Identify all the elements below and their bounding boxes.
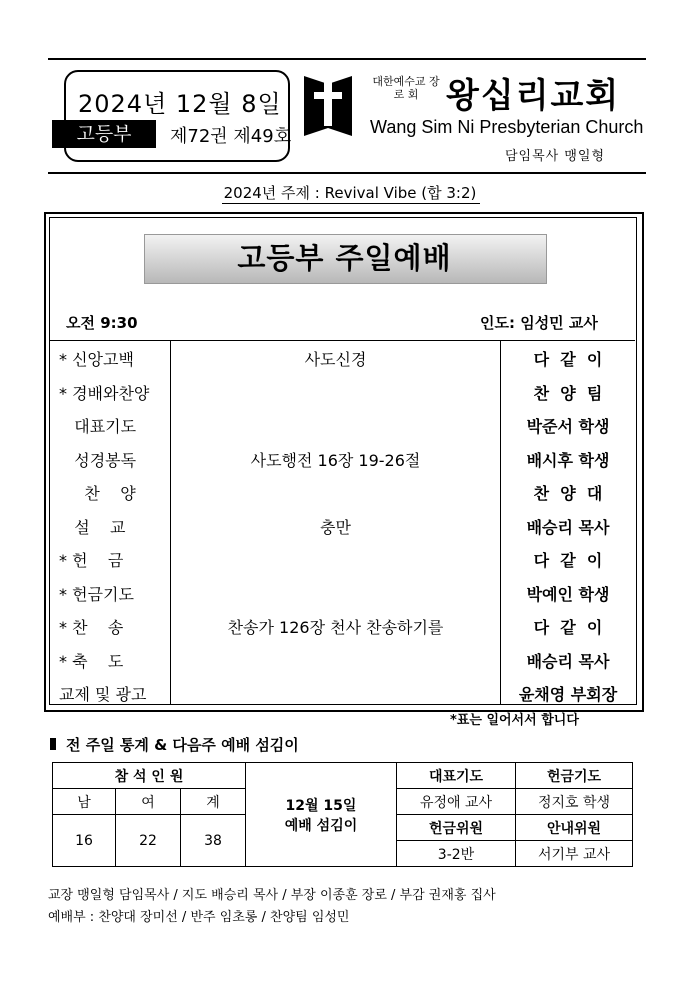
order-row: [49, 442, 635, 476]
order-row: [49, 509, 635, 543]
order-item: * 경배와찬양: [59, 383, 150, 403]
order-person: 윤채영 부회장: [518, 685, 618, 704]
order-content: 사도행전 16장 19-26절: [250, 450, 421, 470]
order-person: 다 같 이: [533, 618, 603, 637]
col-female: 여: [116, 789, 181, 815]
order-person: 배승리 목사: [526, 651, 610, 671]
order-row: [49, 609, 635, 643]
stats-table: [52, 762, 633, 867]
order-item: 설 교: [59, 517, 126, 537]
col-total: 계: [181, 789, 246, 815]
role-header-1: 대표기도: [397, 763, 516, 789]
service-title: 고등부 주일예배: [237, 241, 452, 275]
header-bottom-rule: [48, 172, 646, 174]
role-name-2: 정지호 학생: [516, 789, 633, 815]
yearly-theme: 2024년 주제 : Revival Vibe (합 3:2): [223, 184, 477, 202]
order-item: * 헌금기도: [59, 584, 134, 604]
order-row: [49, 542, 635, 576]
section-bullet: [50, 738, 56, 750]
order-person: 박예인 학생: [526, 584, 610, 604]
order-item: 교제 및 광고: [59, 685, 147, 704]
order-person: 찬 양 팀: [533, 383, 603, 403]
order-item: * 축 도: [59, 651, 124, 671]
order-person: 찬 양 대: [533, 484, 603, 503]
header-top-rule: [48, 58, 646, 60]
leader-label: 인도:: [480, 314, 521, 332]
order-person: 다 같 이: [533, 551, 603, 570]
order-item: 찬 양: [59, 484, 136, 503]
order-row: [49, 643, 635, 677]
denomination: 대한예수교 장 로 회: [372, 75, 440, 101]
order-row: [49, 475, 635, 509]
value-female: 22: [116, 815, 181, 867]
bulletin-date: 2024년 12월 8일: [78, 90, 282, 118]
value-total: 38: [181, 815, 246, 867]
standing-note: *표는 일어서서 합니다: [450, 713, 579, 728]
role-header-2: 헌금기도: [516, 763, 633, 789]
value-male: 16: [53, 815, 116, 867]
order-content: 충만: [320, 517, 351, 537]
service-leader: [480, 312, 598, 333]
order-content: 찬송가 126장 천사 찬송하기를: [227, 618, 444, 637]
order-row: [49, 676, 635, 710]
staff-line-2: 예배부 : 찬양대 장미선 / 반주 임초롱 / 찬양팀 임성민: [48, 910, 350, 925]
order-row: [49, 341, 635, 375]
order-person: 배시후 학생: [526, 450, 610, 470]
order-item: * 찬 송: [59, 618, 124, 637]
order-person: 다 같 이: [533, 350, 603, 369]
order-person: 배승리 목사: [526, 517, 610, 537]
church-name-english: Wang Sim Ni Presbyterian Church: [370, 117, 644, 137]
service-time: 오전 9:30: [66, 314, 138, 332]
order-item: * 헌 금: [59, 551, 124, 570]
role-name-4: 서기부 교사: [516, 841, 633, 867]
order-row: [49, 408, 635, 442]
attendance-header: 참 석 인 원: [53, 763, 246, 789]
role-header-4: 안내위원: [516, 815, 633, 841]
next-week-cell: [246, 763, 397, 867]
senior-pastor: 담임목사 맹일형: [505, 149, 606, 164]
theme-underline: [222, 203, 480, 204]
order-person: 박준서 학생: [526, 417, 610, 436]
role-name-3: 3-2반: [397, 841, 516, 867]
role-header-3: 헌금위원: [397, 815, 516, 841]
order-item: 성경봉독: [59, 450, 137, 470]
order-item: * 신앙고백: [59, 350, 134, 369]
leader-name: 임성민 교사: [520, 314, 598, 332]
order-item: 대표기도: [59, 417, 137, 436]
order-content: 사도신경: [304, 350, 367, 369]
order-row: [49, 375, 635, 409]
stats-section-title: 전 주일 통계 & 다음주 예배 섬김이: [66, 736, 299, 754]
church-cross-logo: [302, 72, 354, 140]
next-week-date: 12월 15일: [285, 797, 357, 814]
next-week-label: 예배 섬김이: [284, 817, 358, 834]
department-badge: 고등부: [52, 120, 156, 148]
volume-number: 제72권 제49호: [170, 126, 292, 147]
col-male: 남: [53, 789, 116, 815]
church-name-korean: 왕십리교회: [446, 76, 621, 116]
role-name-1: 유정애 교사: [397, 789, 516, 815]
staff-line-1: 교장 맹일형 담임목사 / 지도 배승리 목사 / 부장 이종훈 장로 / 부감 권재홍 집사: [48, 888, 496, 903]
order-row: [49, 576, 635, 610]
